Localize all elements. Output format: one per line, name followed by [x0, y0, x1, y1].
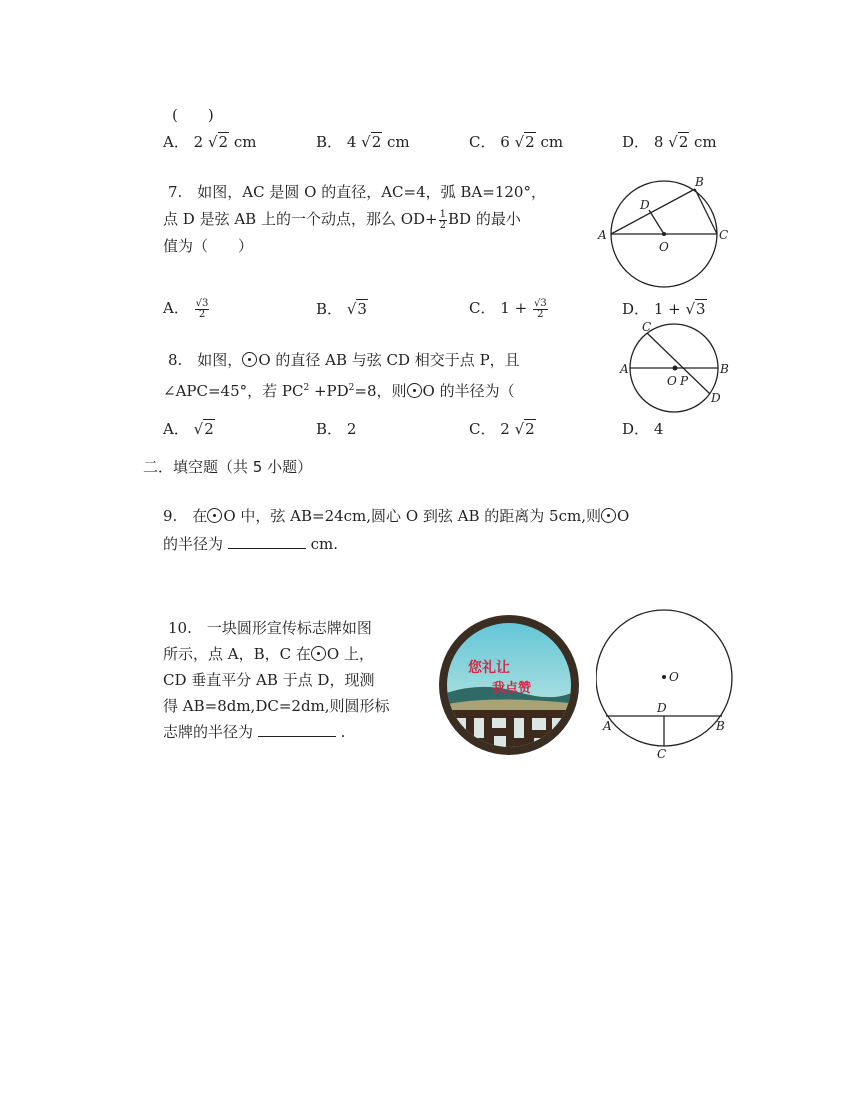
section-title: 二．填空题（共 5 小题）: [143, 458, 313, 476]
round-sign-photo: [438, 614, 580, 756]
fraction: [439, 210, 447, 231]
sqrt-expr: √2: [193, 420, 214, 438]
radicand: 2: [204, 420, 214, 438]
unit: cm: [387, 133, 410, 151]
answer-blank[interactable]: [228, 536, 306, 549]
sign-text-line2: 我点赞: [492, 681, 532, 696]
option-value: 4: [653, 420, 664, 438]
circle-symbol-icon: [207, 508, 222, 523]
q8-line2-part4: O 的半径为（: [422, 382, 515, 400]
option-letter: D．: [622, 133, 650, 151]
radicand: 2: [678, 133, 689, 151]
denominator: 2: [537, 308, 544, 320]
q9-line2: [163, 531, 338, 557]
option-letter: C．: [469, 420, 496, 438]
sqrt-expr: √2: [514, 420, 535, 438]
label-p: P: [680, 374, 689, 388]
q9-line2-start: 的半径为: [163, 535, 224, 553]
q9-line1-start: 9. 在: [163, 507, 208, 525]
sqrt-expr: √2: [514, 133, 535, 151]
q9-line1-end: O: [616, 507, 630, 525]
option-prefix: 1 +: [500, 299, 528, 317]
label-d: D: [711, 391, 721, 405]
q7-option-b: [316, 298, 368, 319]
center-point: [662, 675, 666, 679]
q6-option-a: [163, 131, 256, 152]
radicand: 2: [525, 420, 535, 438]
q6-option-d: [622, 131, 717, 152]
label-d: D: [640, 198, 650, 212]
q7-line2-text: 点 D 是弦 AB 上的一个动点，那么 OD+: [163, 210, 438, 228]
q7-circle-figure: [594, 172, 744, 292]
q6-option-c: [469, 131, 563, 152]
unit: cm: [694, 133, 717, 151]
label-a: A: [620, 362, 629, 376]
option-value: 2: [346, 420, 357, 438]
q8-line2: [163, 375, 515, 404]
label-o: O: [667, 374, 677, 388]
sqrt-expr: √2: [207, 133, 229, 151]
q7-option-a: [163, 297, 210, 320]
option-letter: B．: [316, 133, 343, 151]
radicand: 3: [696, 300, 706, 318]
sign-text-line1: 您礼让: [468, 660, 510, 676]
sqrt-expr: √3: [685, 300, 706, 318]
label-b: B: [695, 175, 704, 189]
exponent: 2: [303, 383, 310, 393]
radicand: 3: [540, 297, 547, 309]
answer-blank[interactable]: [258, 724, 336, 737]
numerator: √3: [533, 297, 547, 309]
q10-line5-end: .: [340, 723, 346, 741]
q10-line2-start: 所示，点 A，B，C 在: [163, 645, 311, 663]
label-b: B: [720, 362, 729, 376]
circle-symbol-icon: [242, 352, 257, 367]
chord-ab: [611, 189, 695, 234]
q10-line2-end: O 上，: [326, 645, 374, 663]
sqrt-expr: √2: [668, 133, 689, 151]
option-letter: C．: [469, 299, 496, 317]
q8-line2-part3: =8，则: [354, 382, 407, 400]
radicand: 2: [218, 133, 229, 151]
q9-line1: [163, 503, 629, 529]
denominator: 2: [439, 219, 446, 231]
q8-line1-end: O 的直径 AB 与弦 CD 相交于点 P，且: [258, 351, 520, 369]
option-letter: D．: [622, 300, 650, 318]
sqrt-expr: √3: [346, 300, 367, 318]
q8-line1-start: 8. 如图，: [168, 351, 243, 369]
q8-option-b: [316, 418, 356, 439]
q8-line1: [168, 347, 520, 373]
radicand: 2: [525, 133, 535, 151]
label-c: C: [642, 320, 652, 334]
q7-line1: 7. 如图，AC 是圆 O 的直径，AC=4，弧 BA=120°，: [168, 183, 546, 201]
q7-line2-text-end: BD 的最小: [448, 210, 521, 228]
q10-line3: CD 垂直平分 AB 于点 D，现测: [163, 671, 375, 689]
q7-line2: [163, 206, 521, 232]
option-letter: A．: [163, 299, 189, 317]
option-letter: A．: [163, 420, 189, 438]
q8-option-c: [469, 418, 536, 439]
q10-line2: [163, 641, 374, 667]
circle-symbol-icon: [407, 383, 422, 398]
radicand: 2: [371, 133, 382, 151]
chord-bc: [695, 189, 717, 234]
q10-line4: 得 AB=8dm,DC=2dm,则圆形标: [163, 697, 390, 715]
option-coef: 2: [500, 420, 510, 438]
option-letter: C．: [469, 133, 496, 151]
option-coef: 2: [193, 133, 204, 151]
circle-symbol-icon: [601, 508, 616, 523]
q7-option-d: [622, 298, 707, 319]
q10-line5-start: 志牌的半径为: [163, 723, 254, 741]
numerator: √3: [195, 297, 209, 309]
chord-cd: [647, 333, 710, 394]
q6-option-b: [316, 131, 410, 152]
label-b: B: [716, 719, 725, 733]
label-c: C: [657, 747, 667, 761]
q9-line1-middle: O 中，弦 AB=24cm,圆心 O 到弦 AB 的距离为 5cm,则: [223, 507, 601, 525]
label-c: C: [719, 228, 729, 242]
q8-line2-part1: ∠APC=45°，若 PC: [163, 382, 304, 400]
q8-option-d: [622, 418, 663, 439]
numerator: 1: [439, 208, 446, 220]
q7-option-c: [469, 297, 549, 320]
denominator: 2: [198, 308, 206, 320]
label-a: A: [598, 228, 607, 242]
unit: cm: [233, 133, 257, 151]
sqrt-expr: √2: [361, 133, 382, 151]
fraction: [533, 299, 548, 320]
unit: cm: [540, 133, 564, 151]
q8-line2-part2: +PD: [313, 382, 349, 400]
q8-circle-figure: [612, 318, 742, 418]
fraction: [195, 299, 210, 320]
radicand: 3: [357, 300, 367, 318]
segment-od: [649, 210, 664, 234]
q8-option-a: [163, 418, 215, 439]
label-o: O: [669, 670, 679, 684]
center-point: [673, 366, 678, 371]
label-d: D: [657, 701, 667, 715]
q10-line5: [163, 719, 345, 745]
radicand: 3: [202, 297, 209, 309]
exponent: 2: [348, 383, 355, 393]
option-letter: A．: [163, 133, 189, 151]
q9-line2-end: cm.: [310, 535, 338, 553]
option-coef: 8: [653, 133, 664, 151]
center-point: [662, 232, 666, 236]
q7-line3: 值为（ ）: [163, 237, 254, 255]
q10-line1: 10. 一块圆形宣传标志牌如图: [168, 619, 372, 637]
option-coef: 6: [500, 133, 510, 151]
q6-answer-paren: ( ): [172, 106, 214, 124]
option-letter: B．: [316, 300, 343, 318]
label-a: A: [603, 719, 612, 733]
option-letter: D．: [622, 420, 650, 438]
label-o: O: [659, 240, 669, 254]
circle-symbol-icon: [311, 646, 326, 661]
option-prefix: 1 +: [653, 300, 681, 318]
q10-circle-figure: [596, 604, 736, 764]
option-coef: 4: [346, 133, 357, 151]
option-letter: B．: [316, 420, 343, 438]
